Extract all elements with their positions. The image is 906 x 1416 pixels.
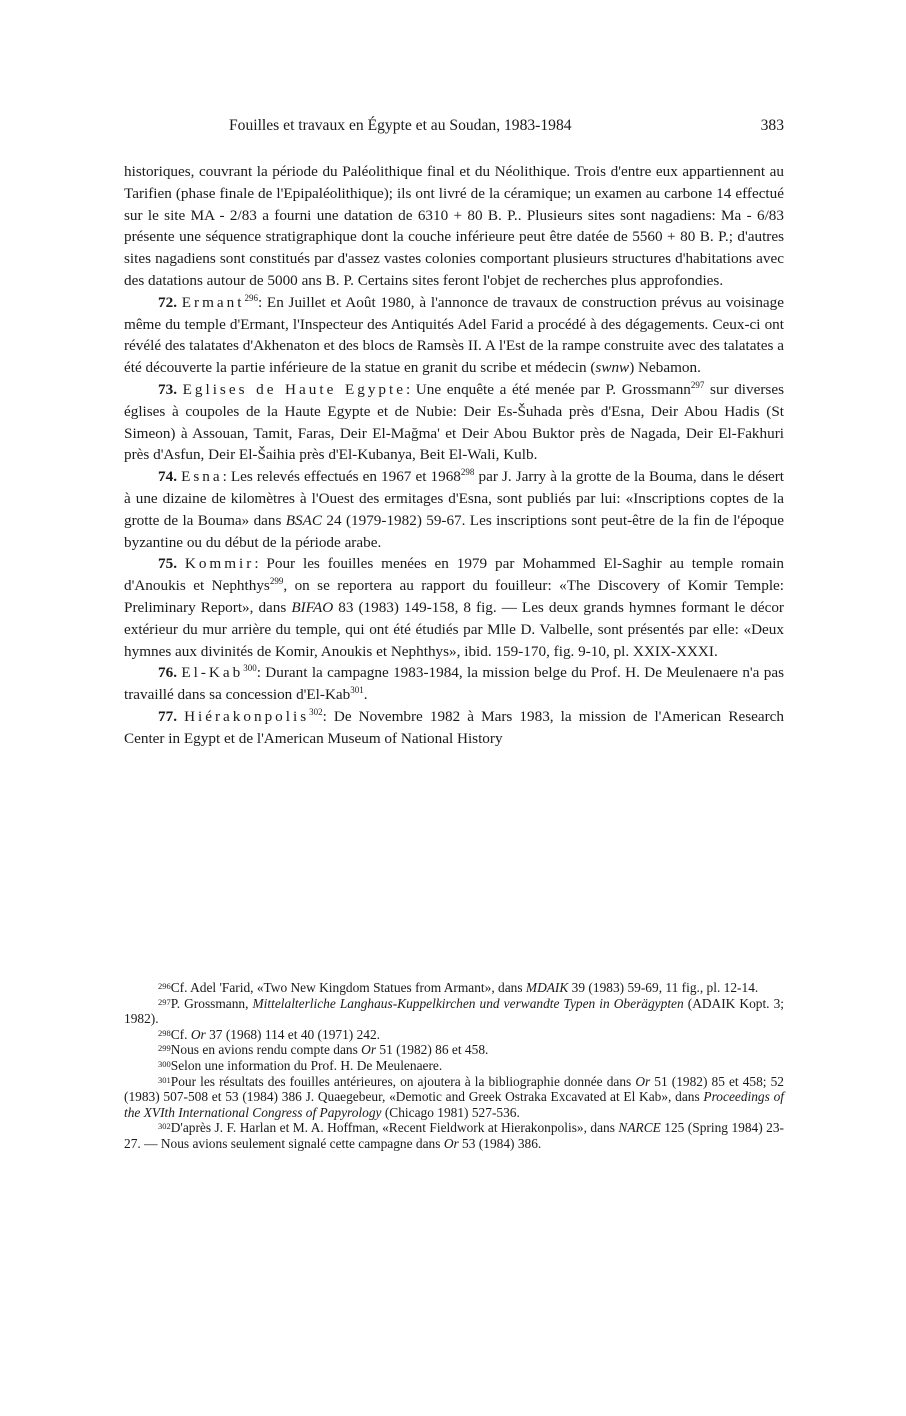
footnote-ref[interactable]: 302 — [309, 706, 323, 717]
italic-term: NARCE — [618, 1120, 661, 1136]
footnote-number: 300 — [158, 1058, 171, 1069]
section-number: 73. — [158, 380, 177, 398]
section-heading: Esna — [181, 468, 223, 486]
section-text: 24 (1979-1982) 59-67. Les inscriptions sont peut-être de la fin de l'époque byzantine ou du début de la période arabe. — [124, 511, 784, 551]
footnote-number: 299 — [158, 1043, 171, 1054]
main-text — [124, 161, 784, 750]
footnote-text: 51 (1982) 86 et 458. — [376, 1042, 489, 1058]
section-76 — [124, 662, 784, 706]
italic-term: Proceedings of the XVIth International Congress of Papyrology — [124, 1089, 784, 1120]
footnote-298 — [124, 1027, 784, 1043]
footnote-text: Nous en avions rendu compte dans — [170, 1042, 362, 1058]
footnote-text: 37 (1968) 114 et 40 (1971) 242. — [205, 1026, 381, 1042]
footnote-text: (ADAIK Kopt. 3; 1982). — [124, 995, 784, 1027]
section-77 — [124, 706, 784, 750]
italic-term: Or — [635, 1073, 651, 1089]
section-text: 83 (1983) 149-158, 8 fig. — Les deux grands hymnes formant le décor extérieur du mur arrière du temple, qui ont été étudiés par Mlle D. Valbelle, sont présentés par elle: «Deux hymnes aux divinités de Komir, Anoukis et Nephthys», ibid. 159-170, fig. 9-10, pl. XXIX-XXXI. — [124, 598, 784, 660]
section-74 — [124, 466, 784, 553]
footnote-number: 302 — [158, 1121, 171, 1132]
section-75 — [124, 553, 784, 662]
italic-term: Or — [190, 1026, 206, 1042]
section-heading: Eglises de Haute Egypte — [182, 380, 406, 398]
footnote-text: Pour les résultats des fouilles antérieures, on ajoutera à la bibliographie donnée dans — [170, 1073, 636, 1089]
section-number: 77. — [158, 707, 177, 725]
section-text: : Les relevés effectués en 1967 et 1968 — [222, 468, 461, 486]
section-text: ) Nebamon. — [629, 359, 701, 377]
footnote-302 — [124, 1120, 784, 1151]
footnote-299 — [124, 1042, 784, 1058]
section-number: 72. — [158, 293, 177, 311]
running-title: Fouilles et travaux en Égypte et au Soudan, 1983-1984 — [229, 117, 572, 134]
footnote-number: 301 — [158, 1074, 171, 1085]
section-text: : En Juillet et Août 1980, à l'annonce de travaux de construction prévus au voisinage même du temple d'Ermant, l'Inspecteur des Antiquités Adel Farid a procédé à des dégagements. Ceux-ci ont révélé des talatates d'Akhenaton et des blocs de Ramsès II. A l'Est de la rampe construite avec des talatates a été découverte la partie inférieure de la statue en granit du scribe et médecin ( — [124, 293, 785, 377]
section-number: 74. — [158, 468, 177, 486]
section-text: : Une enquête a été menée par P. Grossmann — [405, 380, 691, 398]
footnote-text: 51 (1982) 85 et 458; 52 (1983) 507-508 et 53 (1984) 386 J. Quaegebeur, «Demotic and Greek Ostraka Excavated at El Kab», dans — [124, 1073, 784, 1105]
footnote-ref[interactable]: 297 — [690, 379, 705, 390]
section-number: 76. — [158, 664, 177, 682]
section-text: . — [363, 686, 368, 704]
footnote-300 — [124, 1058, 784, 1074]
section-heading: Hiérakonpolis — [184, 707, 310, 725]
footnote-text: 39 (1983) 59-69, 11 fig., pl. 12-14. — [568, 980, 759, 995]
footnote-text: Cf. — [170, 1026, 191, 1042]
footnote-text: 125 (Spring 1984) 23-27. — Nous avions seulement signalé cette campagne dans — [124, 1120, 784, 1151]
footnote-296 — [124, 980, 784, 996]
footnote-number: 296 — [158, 981, 171, 991]
italic-term: Mittelalterliche Langhaus-Kuppelkirchen und verwandte Typen in Oberägypten — [252, 995, 684, 1011]
italic-term: BIFAO — [291, 598, 334, 616]
footnote-number: 298 — [158, 1027, 171, 1038]
italic-term: swnw — [595, 359, 630, 377]
footnote-number: 297 — [158, 996, 171, 1007]
section-text: par J. Jarry à la grotte de la Bouma, dans le désert à une dizaine de kilomètres à l'Ouest des ermitages d'Esna, sont publiés par lui: «Inscriptions coptes de la grotte de la Bouma» dans — [124, 468, 784, 529]
footnote-text: P. Grossmann, — [170, 995, 253, 1011]
footnote-ref[interactable]: 298 — [460, 467, 475, 478]
footnote-297 — [124, 996, 784, 1027]
footnote-301 — [124, 1074, 784, 1121]
section-text: : Durant la campagne 1983-1984, la mission belge du Prof. H. De Meulenaere n'a pas travaillé dans sa concession d'El-Kab — [124, 664, 785, 704]
section-heading: Kommir — [184, 555, 255, 573]
footnote-ref[interactable]: 299 — [269, 576, 284, 587]
footnote-text: D'après J. F. Harlan et M. A. Hoffman, «Recent Fieldwork at Hierakonpolis», dans — [170, 1120, 619, 1136]
footnotes — [124, 980, 784, 1152]
section-heading: Ermant — [181, 293, 245, 311]
page-number: 383 — [760, 117, 784, 134]
footnote-ref[interactable]: 301 — [350, 685, 364, 696]
section-72 — [124, 292, 784, 379]
section-number: 75. — [158, 555, 177, 573]
paragraph-continuation: historiques, couvrant la période du Paléolithique final et du Néolithique. Trois d'entre eux appartiennent au Tarifien (phase finale de l'Epipaléolithique); ils ont livré de la céramique; un examen au carbone 14 effectué sur le site MA - 2/83 a fourni une datation de 6310 + 80 B. P.. Plusieurs sites sont nagadiens: Ma - 6/83 présente une séquence stratigraphique dont la couche inférieure peut être datée de 5560 + 80 B. P.; d'autres sites nagadiens sont constitués par d'assez vastes colonies comportant plusieurs structures d'habitations avec des datations autour de 5000 ans B. P. Certains sites feront l'objet de recherches plus approfondies. — [124, 163, 784, 289]
footnote-text: 53 (1984) 386. — [458, 1135, 542, 1151]
italic-term: MDAIK — [525, 980, 569, 995]
italic-term: BSAC — [285, 511, 323, 529]
section-heading: El-Kab — [181, 664, 244, 682]
running-header — [124, 117, 784, 139]
footnote-text: (Chicago 1981) 527-536. — [381, 1104, 520, 1120]
section-text: sur diverses églises à coupoles de la Haute Egypte et de Nubie: Deir Es-Šuhada près d'Esna, Deir Abou Hadis (St Simeon) à Assouan, Tamit, Faras, Deir El-Mağma' et Deir Abou Buktor près de Nagada, Deir El-Fakhuri près d'Asfun, Deir El-Šaihia près d'El-Kubanya, Beit El-Wali, Kulb. — [124, 380, 784, 464]
section-text: : Pour les fouilles menées en 1979 par Mohammed El-Saghir au temple romain d'Anoukis et Nephthys — [124, 555, 785, 595]
italic-term: Or — [361, 1042, 377, 1058]
footnote-text: Cf. Adel 'Farid, «Two New Kingdom Statues from Armant», dans — [170, 980, 526, 995]
footnote-text: Selon une information du Prof. H. De Meulenaere. — [170, 1057, 443, 1073]
italic-term: Or — [443, 1135, 459, 1151]
footnote-ref[interactable]: 296 — [244, 292, 258, 303]
section-text: : De Novembre 1982 à Mars 1983, la mission de l'American Research Center in Egypt et de l'American Museum of National History — [124, 707, 784, 747]
footnote-ref[interactable]: 300 — [243, 663, 257, 674]
section-text: , on se reportera au rapport du fouilleur: «The Discovery of Komir Temple: Preliminary Report», dans — [124, 577, 785, 616]
section-73 — [124, 379, 784, 466]
